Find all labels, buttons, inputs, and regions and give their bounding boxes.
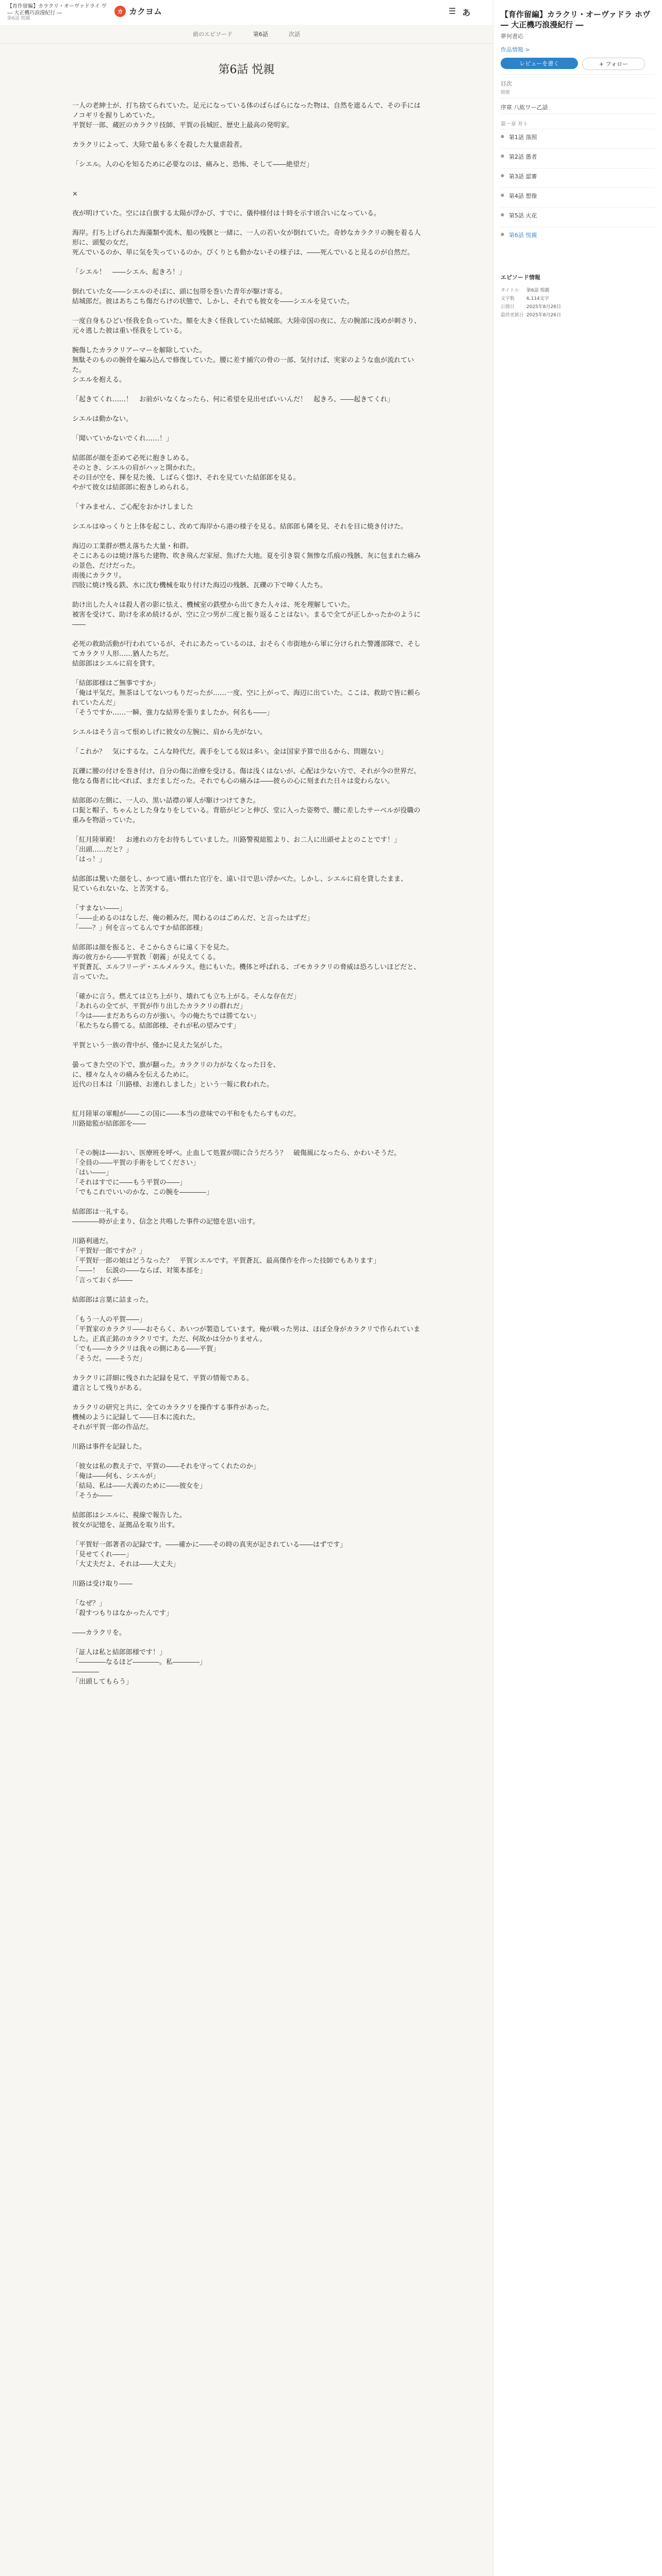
meta-value: 第6話 悦親 bbox=[526, 288, 550, 293]
body-paragraph: 「――！ 伝説の――ならば、対策本部を」 bbox=[72, 1267, 207, 1275]
body-paragraph: 「これか？ 気にするな。こんな時代だ。義手をしてる奴は多い。金は国家予算で出るから、問題ない」 bbox=[72, 748, 388, 756]
sidebar-divider bbox=[501, 113, 655, 114]
sidebar-work-title[interactable]: 【育作留編】カラクリ・オーヴァドラ ホヴ ― 大正機巧浪漫紀行 ― bbox=[501, 10, 651, 29]
meta-row bbox=[501, 303, 561, 310]
body-paragraph bbox=[72, 1393, 421, 1403]
follow-button[interactable]: + フォロー bbox=[582, 58, 645, 70]
body-paragraph: 結郎郎は顔を振ると、そこからさらに遠く下を見た。 bbox=[72, 944, 234, 952]
body-paragraph: 瓦礫に腰の付けを巻き付け、自分の傷に治療を受ける。傷は浅くはないが、心配は少ない方で、それが今の世界だ。 bbox=[72, 768, 421, 775]
body-paragraph: 「それはすでに――もう平賀の――」 bbox=[72, 1179, 187, 1187]
body-paragraph bbox=[72, 982, 421, 992]
work-info-link[interactable]: 作品情報 > bbox=[501, 46, 530, 53]
body-paragraph bbox=[72, 336, 421, 346]
body-paragraph bbox=[72, 737, 421, 747]
body-paragraph: 彼女が記憶を、証拠品を取り出す。 bbox=[72, 1521, 179, 1529]
body-paragraph: 「見せてくれ――」 bbox=[72, 1551, 133, 1558]
body-paragraph: 平賀蒼瓦、エルフリーデ・エルメルラス。他にもいた。機体と呼ばれる、ゴモカラクリの脅威は恐ろしいほどだと、言っていた。 bbox=[72, 963, 421, 981]
body-paragraph bbox=[72, 1618, 421, 1628]
body-paragraph: 夜が明けていた。空には白旗する太陽が浮かび、すでに、儀仲様付は十時を示す頃合いになっている。 bbox=[72, 210, 380, 217]
body-paragraph: 海の彼方から――平賀教「朝霧」が見えてくる。 bbox=[72, 954, 220, 961]
body-paragraph bbox=[72, 385, 421, 395]
body-paragraph: そこにあるのは焼け落ちた建物、吹き飛んだ家屋、焦げた大地。夏を引き裂く無惨な爪痕の残骸、灰に包まれた痛みの景色、だけだった。 bbox=[72, 552, 421, 570]
body-paragraph: 「起きてくれ……！ お前がいなくなったら、何に希望を見出せばいいんだ！ 起きろ、――起きてくれ」 bbox=[72, 396, 394, 403]
body-paragraph bbox=[72, 590, 421, 600]
body-paragraph: 結郎郎は驚いた顔をし、かつて通い慣れた官庁を、遠い目で思い浮かべた。しかし、シエルに肩を貸したまま、 bbox=[72, 875, 408, 883]
meta-key: 公開日 bbox=[501, 304, 515, 310]
toc-prologue[interactable]: 序章 八紘ワー乙話 bbox=[501, 104, 548, 111]
body-paragraph: 「出頭してもらう」 bbox=[72, 1678, 133, 1686]
body-paragraph: 海岸。打ち上げられた海藻類や流木、船の残骸と一緒に、一人の若い女が倒れていた。奇妙なカラクリの腕を着る人形に、頭髪の女だ。 bbox=[72, 229, 421, 247]
body-paragraph: 「すまない――」 bbox=[72, 905, 126, 912]
toc-bullet-icon: ● bbox=[501, 193, 504, 197]
body-paragraph: 無駄そのものの腕骨を編み込んで修復していた。腰に差す捕穴の骨の一部、気付けば、実家のような血が流れていた。 bbox=[72, 357, 415, 374]
body-paragraph bbox=[72, 424, 421, 434]
toc-divider bbox=[501, 207, 655, 208]
body-paragraph: 「すみません、ご心配をおかけしました bbox=[72, 503, 193, 511]
body-paragraph: 口髭と帽子、ちゃんとした身なりをしている。背筋がピンと伸び、堂に入った姿勢で、腰に差したサーベルが役職の重みを物語っていた。 bbox=[72, 807, 421, 824]
body-paragraph: 「言っておくが―― bbox=[72, 1277, 133, 1284]
logo-mark-icon: カ bbox=[114, 6, 126, 17]
meta-value: 6,114文字 bbox=[526, 296, 549, 301]
body-paragraph: 平賀という一族の背中が、僅かに見えた気がした。 bbox=[72, 1042, 227, 1049]
body-paragraph: 「全員の――平賀の手術をしてください」 bbox=[72, 1159, 200, 1167]
body-paragraph: 「聞いていかないでくれ……！」 bbox=[72, 435, 173, 443]
body-paragraph: やがて彼女は結郎郎に抱きしめられる。 bbox=[72, 484, 193, 492]
toc-bullet-icon: ● bbox=[501, 212, 504, 217]
body-paragraph: 倒れていた女――シエルのそばに、頭に包帯を巻いた青年が駆け寄る。 bbox=[72, 288, 287, 296]
reading-area bbox=[0, 25, 493, 2576]
header-subtitle: 第6話 悦親 bbox=[7, 16, 30, 21]
toc-divider bbox=[501, 148, 655, 149]
body-paragraph: 遺言として残りがある。 bbox=[72, 1384, 146, 1392]
body-paragraph: 「大丈夫だよ、それは――大丈夫」 bbox=[72, 1561, 180, 1568]
toc-item[interactable]: 第6話 悦親 bbox=[509, 232, 537, 239]
episode-nav bbox=[0, 30, 493, 38]
body-paragraph bbox=[72, 199, 421, 209]
body-paragraph bbox=[72, 1638, 421, 1648]
toc-item[interactable]: 第2話 愚者 bbox=[509, 154, 537, 160]
body-paragraph: 「今は――まだあちらの方が強い。今の俺たちでは勝てない」 bbox=[72, 1012, 260, 1020]
body-paragraph bbox=[72, 218, 421, 228]
body-paragraph: 「出頭……だと？」 bbox=[72, 846, 133, 854]
sidebar-buttons bbox=[501, 58, 645, 70]
body-paragraph: 「平賀好一郎の娘はどうなった？ 平賀シエルです。平賀蒼瓦、最高傑作を作った技師でもあります」 bbox=[72, 1257, 380, 1265]
body-paragraph: 他なる傷者に比べれば、まだましだった。それでも心の痛みは――彼らの心に刻まれた日々は変わらない。 bbox=[72, 777, 394, 785]
body-paragraph: 被害を受けて、助けを求め続けるが、空に立つ男が二度と振り返ることはない。まるで全てが正しかったかのように―― bbox=[72, 611, 421, 629]
toc-bullet-icon: ● bbox=[501, 232, 504, 236]
body-paragraph bbox=[72, 258, 421, 267]
body-paragraph: に、様々な人々の痛みを伝えるために。 bbox=[72, 1071, 193, 1079]
body-paragraph bbox=[72, 532, 421, 541]
body-paragraph: 川路は受け取り―― bbox=[72, 1580, 133, 1588]
toc-item[interactable]: 第5話 火花 bbox=[509, 212, 537, 219]
current-episode-label: 第6話 bbox=[253, 31, 268, 38]
body-paragraph bbox=[72, 130, 421, 140]
body-paragraph: 死んでいるのか、単に気を失っているのか。ぴくりとも動かないその様子は、――死んでいると見るのが自然だ。 bbox=[72, 249, 415, 257]
body-paragraph bbox=[72, 1227, 421, 1236]
body-paragraph bbox=[72, 757, 421, 767]
body-paragraph: 結郎郎は一礼する。 bbox=[72, 1208, 133, 1216]
body-paragraph: ――――時が止まり、信念と共鳴した事件の記憶を思い出す。 bbox=[72, 1218, 259, 1226]
prev-episode-link[interactable]: 前のエピソード bbox=[193, 31, 233, 38]
body-paragraph: シエルは動かない。 bbox=[72, 415, 133, 423]
body-paragraph: 「――――なるほど――――。私――――」 bbox=[72, 1658, 207, 1666]
body-paragraph: 「証人は私と結郎郎様です！」 bbox=[72, 1649, 167, 1656]
body-paragraph: 川路は事件を記録した。 bbox=[72, 1443, 146, 1451]
body-paragraph: 「――止めるのはなしだ、俺の頼みだ。関わるのはごめんだ、と言ったはずだ」 bbox=[72, 914, 314, 922]
body-paragraph: シエルはゆっくりと上体を起こし、改めて海岸から港の様子を見る。結郎郎も隣を見、それを目に焼き付けた。 bbox=[72, 523, 407, 531]
body-paragraph bbox=[72, 1285, 421, 1295]
body-paragraph bbox=[72, 669, 421, 679]
body-paragraph: シエルを抱える。 bbox=[72, 376, 126, 384]
menu-icon[interactable]: ☰ bbox=[449, 6, 456, 16]
meta-row bbox=[501, 286, 550, 293]
body-paragraph: 見ていられないな、と苦笑する。 bbox=[72, 885, 173, 893]
toc-item[interactable]: 第4話 想像 bbox=[509, 193, 537, 199]
body-paragraph: 曇ってきた空の下で、旗が翻った。カラクリの力がなくなった日を、 bbox=[72, 1061, 280, 1069]
episode-body bbox=[72, 101, 421, 1687]
episode-info-label: エピソード情報 bbox=[501, 274, 540, 281]
body-paragraph bbox=[72, 630, 421, 639]
body-paragraph: カラクリの研究と共に、全てのカラクリを操作する事件があった。 bbox=[72, 1404, 273, 1412]
body-paragraph: 川路利通だ。 bbox=[72, 1238, 113, 1245]
logo-text: カクヨム bbox=[129, 7, 162, 16]
body-paragraph: 助け出した人々は殺人者の影に怯え、機械室の鉄壁から出てきた人々は、死を理解していた。 bbox=[72, 601, 354, 609]
header-work-title[interactable]: 【育作留編】カラクリ・オーヴァドライ ヴ ― 大正機巧浪漫紀行 ― bbox=[7, 4, 107, 16]
body-paragraph bbox=[72, 307, 421, 316]
meta-label: 開催 bbox=[501, 90, 510, 95]
header-icons bbox=[449, 6, 470, 18]
body-paragraph bbox=[72, 1139, 421, 1148]
body-paragraph bbox=[72, 786, 421, 796]
body-paragraph: 一度自身もひどい怪我を負っていた。額を大きく怪我していた結城郎。大陸帝国の夜に、左の腕部に浅めが刺さり、元々逃した彼は重い怪我をしている。 bbox=[72, 317, 421, 335]
body-paragraph: 結城郎だ。彼はあちこち傷だらけの状態で、しかし、それでも彼女を――シエルを見ていた。 bbox=[72, 298, 354, 306]
toc-bullet-icon: ● bbox=[501, 154, 504, 158]
body-paragraph: 「結局、私は――大義のために――彼女を」 bbox=[72, 1482, 207, 1490]
next-episode-link[interactable]: 次話 bbox=[289, 31, 300, 38]
meta-value: 2025年8月26日 bbox=[526, 313, 561, 318]
body-paragraph bbox=[72, 512, 421, 522]
body-paragraph: そのとき、シエルの肩がハッと開かれた。 bbox=[72, 464, 200, 472]
body-paragraph bbox=[72, 1452, 421, 1462]
body-paragraph: 一人の老紳士が、打ち捨てられていた。足元になっている体のばらばらになった物は、自然を遮るんで、その手にはノコギリを握りしめていた。 bbox=[72, 102, 421, 120]
body-paragraph: 「平賀好一郎著者の記録です。――確かに――その時の真実が記されている――はずです」 bbox=[72, 1541, 347, 1549]
body-paragraph: 「――？」何を言ってるんですか結郎郎様」 bbox=[72, 924, 207, 932]
meta-row bbox=[501, 311, 561, 318]
body-paragraph: 近代の日本は「川路様、お連れしました」という一報に救われた。 bbox=[72, 1081, 274, 1089]
body-paragraph: 「俺は平気だ。無茶はしてないつもりだったが……一度、空に上がって、海辺に出ていた。ここは、救助で皆に頼られていたんだ」 bbox=[72, 689, 421, 707]
site-logo[interactable] bbox=[114, 5, 162, 17]
body-paragraph: 機械のように記録して――日本に流れた。 bbox=[72, 1414, 200, 1421]
toc-chapter-label: 第一章 井ト bbox=[501, 122, 528, 127]
body-paragraph: 「俺は――何も、シエルが」 bbox=[72, 1472, 160, 1480]
body-paragraph: 雨後にカラクリ。 bbox=[72, 572, 126, 580]
body-paragraph bbox=[72, 1432, 421, 1442]
body-paragraph: 結郎郎の左側に、一人の、黒い詰襟の軍人が駆けつけてきた。 bbox=[72, 797, 260, 805]
body-paragraph bbox=[72, 170, 421, 179]
toc-bullet-icon: ● bbox=[501, 173, 504, 178]
body-paragraph: 紅月陸軍の軍帽が――この国に――本当の意味での平和をもたらすものだ。 bbox=[72, 1110, 301, 1118]
body-paragraph bbox=[72, 1589, 421, 1599]
body-paragraph bbox=[72, 404, 421, 414]
body-paragraph bbox=[72, 718, 421, 727]
body-paragraph: 「紅月陸軍殿！ お連れの方をお待ちしていました。川路警視総監より、お二人に出頭せよとのことです！」 bbox=[72, 836, 401, 844]
body-paragraph: 「なぜ？」 bbox=[72, 1600, 106, 1607]
body-paragraph: 「そうだ。――そうだ」 bbox=[72, 1355, 146, 1363]
meta-key: 最終更新日 bbox=[501, 313, 524, 318]
body-paragraph bbox=[72, 1197, 421, 1207]
body-paragraph: 「はっ！」 bbox=[72, 856, 106, 863]
body-paragraph bbox=[72, 150, 421, 160]
toc-item[interactable]: 第1話 落照 bbox=[509, 134, 537, 141]
body-paragraph: 「でも――カラクリは我々の側にある――平賀」 bbox=[72, 1345, 220, 1353]
sidebar-author[interactable]: 夢何書応 bbox=[501, 33, 523, 40]
body-paragraph bbox=[72, 933, 421, 943]
body-paragraph: 「私たちなら勝てる。結郎郎様、それが私の望みです」 bbox=[72, 1022, 240, 1030]
body-paragraph: 「殺すつもりはなかったんです」 bbox=[72, 1609, 173, 1617]
body-paragraph: 結郎郎が顔を歪めて必死に抱きしめる。 bbox=[72, 454, 193, 462]
meta-value: 2025年8月26日 bbox=[526, 304, 561, 310]
body-paragraph: 「シエル！ ――シエル、起きろ！」 bbox=[72, 268, 186, 276]
body-paragraph bbox=[72, 1364, 421, 1374]
body-paragraph: 「でもこれでいいのかな、この腕を――――」 bbox=[72, 1189, 213, 1196]
body-paragraph: 結郎郎はシエルに肩を貸す。 bbox=[72, 660, 159, 668]
body-paragraph bbox=[72, 1090, 421, 1099]
body-paragraph: 結郎郎は言葉に詰まった。 bbox=[72, 1296, 153, 1304]
body-paragraph: 結郎郎はシエルに、視線で報告した。 bbox=[72, 1512, 187, 1519]
body-paragraph bbox=[72, 1031, 421, 1041]
body-paragraph: 「あれらの全てが、平賀が作り出したカラクリの群れだ」 bbox=[72, 1003, 247, 1010]
meta-key: 文字数 bbox=[501, 296, 515, 301]
body-paragraph: 必死の救助活動が行われているが、それにあたっているのは、おそらく市街地から軍に分けられた警護部隊で、そしてカラクリ人形……猶人たちだ。 bbox=[72, 640, 421, 658]
body-paragraph: それが平賀一郎の作品だ。 bbox=[72, 1423, 153, 1431]
body-paragraph bbox=[72, 1501, 421, 1511]
body-paragraph: 「そうですか……一瞬、強力な結界を張りましたか。何名も――」 bbox=[72, 709, 274, 717]
body-paragraph bbox=[72, 444, 421, 453]
body-paragraph: 「もう一人の平賀――」 bbox=[72, 1316, 146, 1324]
body-paragraph: 平賀好一郎、蔵匠のカラクリ技師、平賀の長城匠、歴史上最高の発明家。 bbox=[72, 122, 294, 129]
body-paragraph bbox=[72, 1530, 421, 1540]
body-paragraph: 「確かに言う。燃えては立ち上がり、壊れても立ち上がる。そんな存在だ」 bbox=[72, 993, 301, 1001]
body-paragraph bbox=[72, 1099, 421, 1109]
body-paragraph bbox=[72, 1305, 421, 1315]
meta-row bbox=[501, 295, 549, 301]
body-paragraph: ――カラクリを。 bbox=[72, 1629, 126, 1637]
body-paragraph bbox=[72, 493, 421, 502]
episode-title: 第6話 悦親 bbox=[218, 63, 275, 76]
body-paragraph: 川路総監が結郎郎を―― bbox=[72, 1120, 146, 1128]
body-paragraph bbox=[72, 865, 421, 874]
body-paragraph bbox=[72, 1050, 421, 1060]
body-paragraph: 「はい――」 bbox=[72, 1169, 113, 1177]
sidebar-divider bbox=[501, 74, 655, 75]
write-review-button[interactable]: レビューを書く bbox=[501, 58, 578, 69]
body-paragraph bbox=[72, 1129, 421, 1139]
meta-key: タイトル bbox=[501, 288, 519, 293]
font-settings-icon[interactable]: あ bbox=[462, 8, 471, 18]
body-paragraph: 海辺の工業群が燃え落ちた大量・和群。 bbox=[72, 543, 193, 550]
nav-divider bbox=[0, 43, 493, 44]
body-paragraph: 「結郎郎様はご無事ですか」 bbox=[72, 680, 160, 687]
toc-item[interactable]: 第3話 認審 bbox=[509, 173, 537, 180]
body-paragraph bbox=[72, 894, 421, 904]
body-paragraph: ―――― bbox=[72, 1668, 99, 1676]
body-paragraph: 腕傷したカラクリアーマーを解除していた。 bbox=[72, 347, 206, 354]
body-paragraph bbox=[72, 1569, 421, 1579]
toc-label: 目次 bbox=[501, 80, 512, 87]
body-paragraph: × bbox=[72, 190, 78, 198]
body-paragraph: 「その腕は――おい、医療班を呼べ。止血して処置が間に合うだろう？ 破傷風になったら、かわいそうだ。 bbox=[72, 1149, 401, 1157]
body-paragraph: 「平賀好一郎ですか？」 bbox=[72, 1247, 146, 1255]
body-paragraph: カラクリに詳細に残された記録を見て、平賀の情報である。 bbox=[72, 1375, 253, 1382]
sidebar bbox=[493, 0, 662, 2576]
toc-bullet-icon: ● bbox=[501, 134, 504, 139]
body-paragraph: 「そうか―― bbox=[72, 1492, 113, 1500]
body-paragraph: シエルはそう言って恨めしげに彼女の左腕に、肩から先がない。 bbox=[72, 728, 267, 736]
body-paragraph: カラクリによって、大陸で最も多くを殺した大量虐殺者。 bbox=[72, 141, 246, 149]
body-paragraph bbox=[72, 825, 421, 835]
body-paragraph bbox=[72, 179, 421, 189]
body-paragraph bbox=[72, 277, 421, 287]
body-paragraph: 「彼女は私の教え子で、平賀の――それを守ってくれたのか」 bbox=[72, 1463, 260, 1470]
body-paragraph: 「平賀家のカラクリ――おそらく、あいつが製造しています。俺が戦った男は、ほぼ全身がカラクリで作られていました。正真正銘のカラクリです。ただ、何故かは分かりません。 bbox=[72, 1326, 420, 1343]
body-paragraph: 「シエル。人の心を知るために必要なのは、痛みと、恐怖、そして――絶望だ」 bbox=[72, 161, 313, 168]
body-paragraph: その目が空を、揮を見た後、しばらく惚け、それを見ていた結郎郎を見る。 bbox=[72, 474, 300, 482]
body-paragraph: 四肢に焼け残る鉄、水に沈む機械を取り付けた海辺の残骸、瓦礫の下で呻く人たち。 bbox=[72, 582, 327, 589]
